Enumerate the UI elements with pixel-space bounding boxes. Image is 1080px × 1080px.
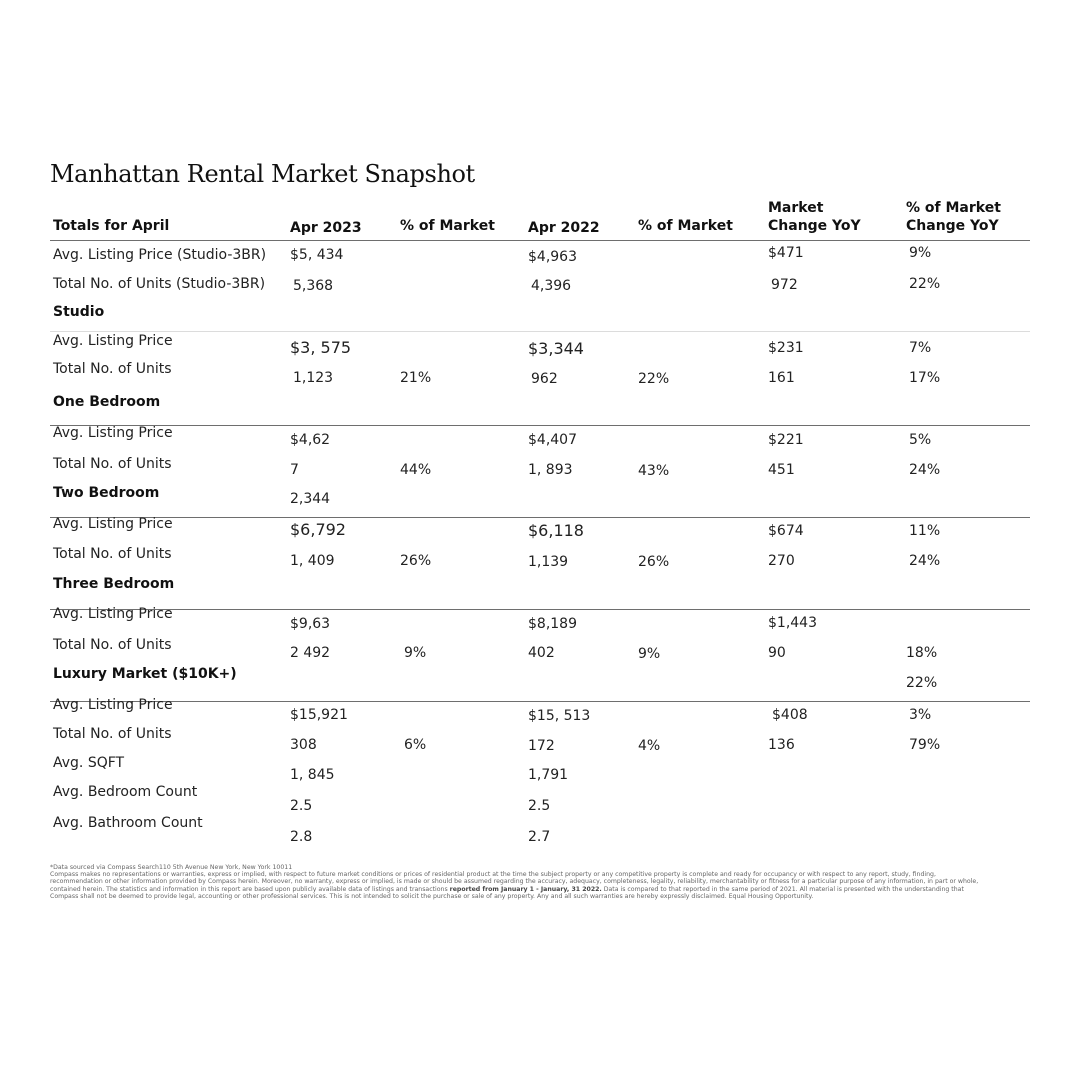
- luxury-price-label: Avg. Listing Price: [53, 697, 173, 713]
- totals-units-2023: 5,368: [293, 278, 334, 294]
- footnote: [50, 864, 980, 900]
- luxury-divider: [50, 701, 1030, 702]
- studio-units-2023: 1,123: [293, 370, 334, 386]
- footnote-disclaimer-bold: reported from January 1 - January, 31 2022.: [449, 885, 602, 893]
- totals-units-2022: 4,396: [531, 278, 572, 294]
- totals-price-change: $471: [768, 245, 804, 261]
- studio-units-2022: 962: [531, 371, 558, 387]
- luxury-price-2023: $15,921: [290, 707, 348, 723]
- one-bedroom-divider: [50, 425, 1030, 426]
- two-bedroom-price-2022: $6,118: [528, 521, 584, 540]
- luxury-bathroom-count-2023: 2.8: [290, 829, 313, 845]
- header-market-change-line1: Market: [768, 200, 824, 216]
- studio-price-2022: $3,344: [528, 339, 584, 358]
- studio-units-change: 161: [768, 370, 795, 386]
- section-luxury-market: Luxury Market ($10K+): [53, 666, 237, 682]
- luxury-units-pct-2022: 4%: [638, 738, 661, 754]
- section-three-bedroom: Three Bedroom: [53, 576, 175, 592]
- two-bedroom-units-2023: 1, 409: [290, 553, 335, 569]
- three-bedroom-units-2023: 2 492: [290, 645, 331, 661]
- header-pct-change-line2: Change YoY: [906, 218, 999, 234]
- luxury-bedroom-count-2022: 2.5: [528, 798, 551, 814]
- luxury-units-2023: 308: [290, 737, 317, 753]
- two-bedroom-units-label: Total No. of Units: [53, 546, 172, 562]
- two-bedroom-price-change: $674: [768, 523, 804, 539]
- totals-price-label: Avg. Listing Price (Studio-3BR): [53, 247, 267, 263]
- two-bedroom-units-pct-change: 24%: [909, 553, 941, 569]
- two-bedroom-price-pct-change: 11%: [909, 523, 941, 539]
- one-bedroom-units-2023-overflow: 2,344: [290, 491, 331, 507]
- three-bedroom-pct-change-overflow: 22%: [906, 675, 938, 691]
- luxury-units-2022: 172: [528, 738, 555, 754]
- studio-divider: [50, 331, 1030, 332]
- luxury-price-pct-change: 3%: [909, 707, 932, 723]
- three-bedroom-units-pct-change: 18%: [906, 645, 938, 661]
- section-one-bedroom: One Bedroom: [53, 394, 161, 410]
- two-bedroom-units-2022: 1,139: [528, 554, 569, 570]
- luxury-sqft-label: Avg. SQFT: [53, 755, 125, 771]
- one-bedroom-units-2023: 7: [290, 462, 299, 478]
- luxury-bathroom-count-2022: 2.7: [528, 829, 551, 845]
- three-bedroom-price-2022: $8,189: [528, 616, 577, 632]
- one-bedroom-price-pct-change: 5%: [909, 432, 932, 448]
- one-bedroom-units-pct-change: 24%: [909, 462, 941, 478]
- section-two-bedroom: Two Bedroom: [53, 485, 160, 501]
- three-bedroom-units-pct-2022: 9%: [638, 646, 661, 662]
- studio-units-pct-2023: 21%: [400, 370, 432, 386]
- luxury-units-change: 136: [768, 737, 795, 753]
- header-apr-2022: Apr 2022: [528, 220, 600, 236]
- studio-units-pct-2022: 22%: [638, 371, 670, 387]
- one-bedroom-units-pct-2022: 43%: [638, 463, 670, 479]
- luxury-price-change: $408: [772, 707, 808, 723]
- studio-price-label: Avg. Listing Price: [53, 333, 173, 349]
- two-bedroom-price-2023: $6,792: [290, 520, 346, 539]
- footnote-disclaimer-b: Data is compared to that reported in the same period of 2021. All material is presented with the understanding that Compass shall not be deemed to provide legal, accounting or other professional services. This is not intended to solicit the purchase or sale of any property. Any and all such warranties are hereby expressly disclaimed. Equal Housing Opportunity.: [50, 885, 964, 900]
- three-bedroom-units-label: Total No. of Units: [53, 637, 172, 653]
- luxury-units-pct-2023: 6%: [404, 737, 427, 753]
- header-apr-2023: Apr 2023: [290, 220, 362, 236]
- one-bedroom-price-change: $221: [768, 432, 804, 448]
- one-bedroom-units-label: Total No. of Units: [53, 456, 172, 472]
- header-pct-market-2023: % of Market: [400, 218, 495, 234]
- totals-units-pct-change: 22%: [909, 276, 941, 292]
- one-bedroom-price-2022: $4,407: [528, 432, 577, 448]
- studio-units-label: Total No. of Units: [53, 361, 172, 377]
- footnote-disclaimer-a: Compass makes no representations or warranties, express or implied, with respect to future market conditions or prices of residential product at the time the subject property or any competitive property is complete and ready for occupancy or with respect to any report, study, finding, recommendation or other information provided by Compass herein. Moreover, no warranty, express or implied, is made or should be assumed regarding the accuracy, adequacy, completeness, legality, reliability, merchantability or fitness for a particular purpose of any information, in part or whole, contained herein. The statistics and information in this report are based upon publicly available data of listings and transactions: [50, 871, 979, 893]
- two-bedroom-price-label: Avg. Listing Price: [53, 516, 173, 532]
- luxury-bedroom-count-label: Avg. Bedroom Count: [53, 784, 198, 800]
- totals-price-pct-change: 9%: [909, 245, 932, 261]
- header-divider: [50, 240, 1030, 241]
- header-pct-market-2022: % of Market: [638, 218, 733, 234]
- luxury-bathroom-count-label: Avg. Bathroom Count: [53, 815, 203, 831]
- totals-units-label: Total No. of Units (Studio-3BR): [53, 276, 266, 292]
- three-bedroom-units-pct-2023: 9%: [404, 645, 427, 661]
- studio-price-pct-change: 7%: [909, 340, 932, 356]
- luxury-bedroom-count-2023: 2.5: [290, 798, 313, 814]
- one-bedroom-price-label: Avg. Listing Price: [53, 425, 173, 441]
- three-bedroom-price-label: Avg. Listing Price: [53, 606, 173, 622]
- two-bedroom-units-change: 270: [768, 553, 795, 569]
- three-bedroom-price-2023: $9,63: [290, 616, 331, 632]
- three-bedroom-divider: [50, 609, 1030, 610]
- one-bedroom-price-2023: $4,62: [290, 432, 331, 448]
- three-bedroom-units-change: 90: [768, 645, 786, 661]
- section-studio: Studio: [53, 304, 105, 320]
- footnote-disclaimer: [50, 871, 980, 900]
- totals-price-2023: $5, 434: [290, 247, 344, 263]
- three-bedroom-price-change: $1,443: [768, 615, 817, 631]
- studio-price-change: $231: [768, 340, 804, 356]
- header-pct-change-line1: % of Market: [906, 200, 1001, 216]
- one-bedroom-units-pct-2023: 44%: [400, 462, 432, 478]
- luxury-units-label: Total No. of Units: [53, 726, 172, 742]
- header-market-change-line2: Change YoY: [768, 218, 861, 234]
- three-bedroom-units-2022: 402: [528, 645, 555, 661]
- luxury-price-2022: $15, 513: [528, 708, 591, 724]
- studio-price-2023: $3, 575: [290, 338, 352, 357]
- totals-price-2022: $4,963: [528, 249, 577, 265]
- two-bedroom-units-pct-2023: 26%: [400, 553, 432, 569]
- two-bedroom-divider: [50, 517, 1030, 518]
- header-totals-for-april: Totals for April: [53, 218, 170, 234]
- page-title: Manhattan Rental Market Snapshot: [50, 160, 475, 188]
- totals-units-change: 972: [771, 277, 798, 293]
- luxury-units-pct-change: 79%: [909, 737, 941, 753]
- one-bedroom-units-change: 451: [768, 462, 795, 478]
- luxury-sqft-2022: 1,791: [528, 767, 569, 783]
- luxury-sqft-2023: 1, 845: [290, 767, 335, 783]
- one-bedroom-units-2022: 1, 893: [528, 462, 573, 478]
- two-bedroom-units-pct-2022: 26%: [638, 554, 670, 570]
- footnote-source: *Data sourced via Compass Search110 5th Avenue New York, New York 10011: [50, 864, 293, 871]
- studio-units-pct-change: 17%: [909, 370, 941, 386]
